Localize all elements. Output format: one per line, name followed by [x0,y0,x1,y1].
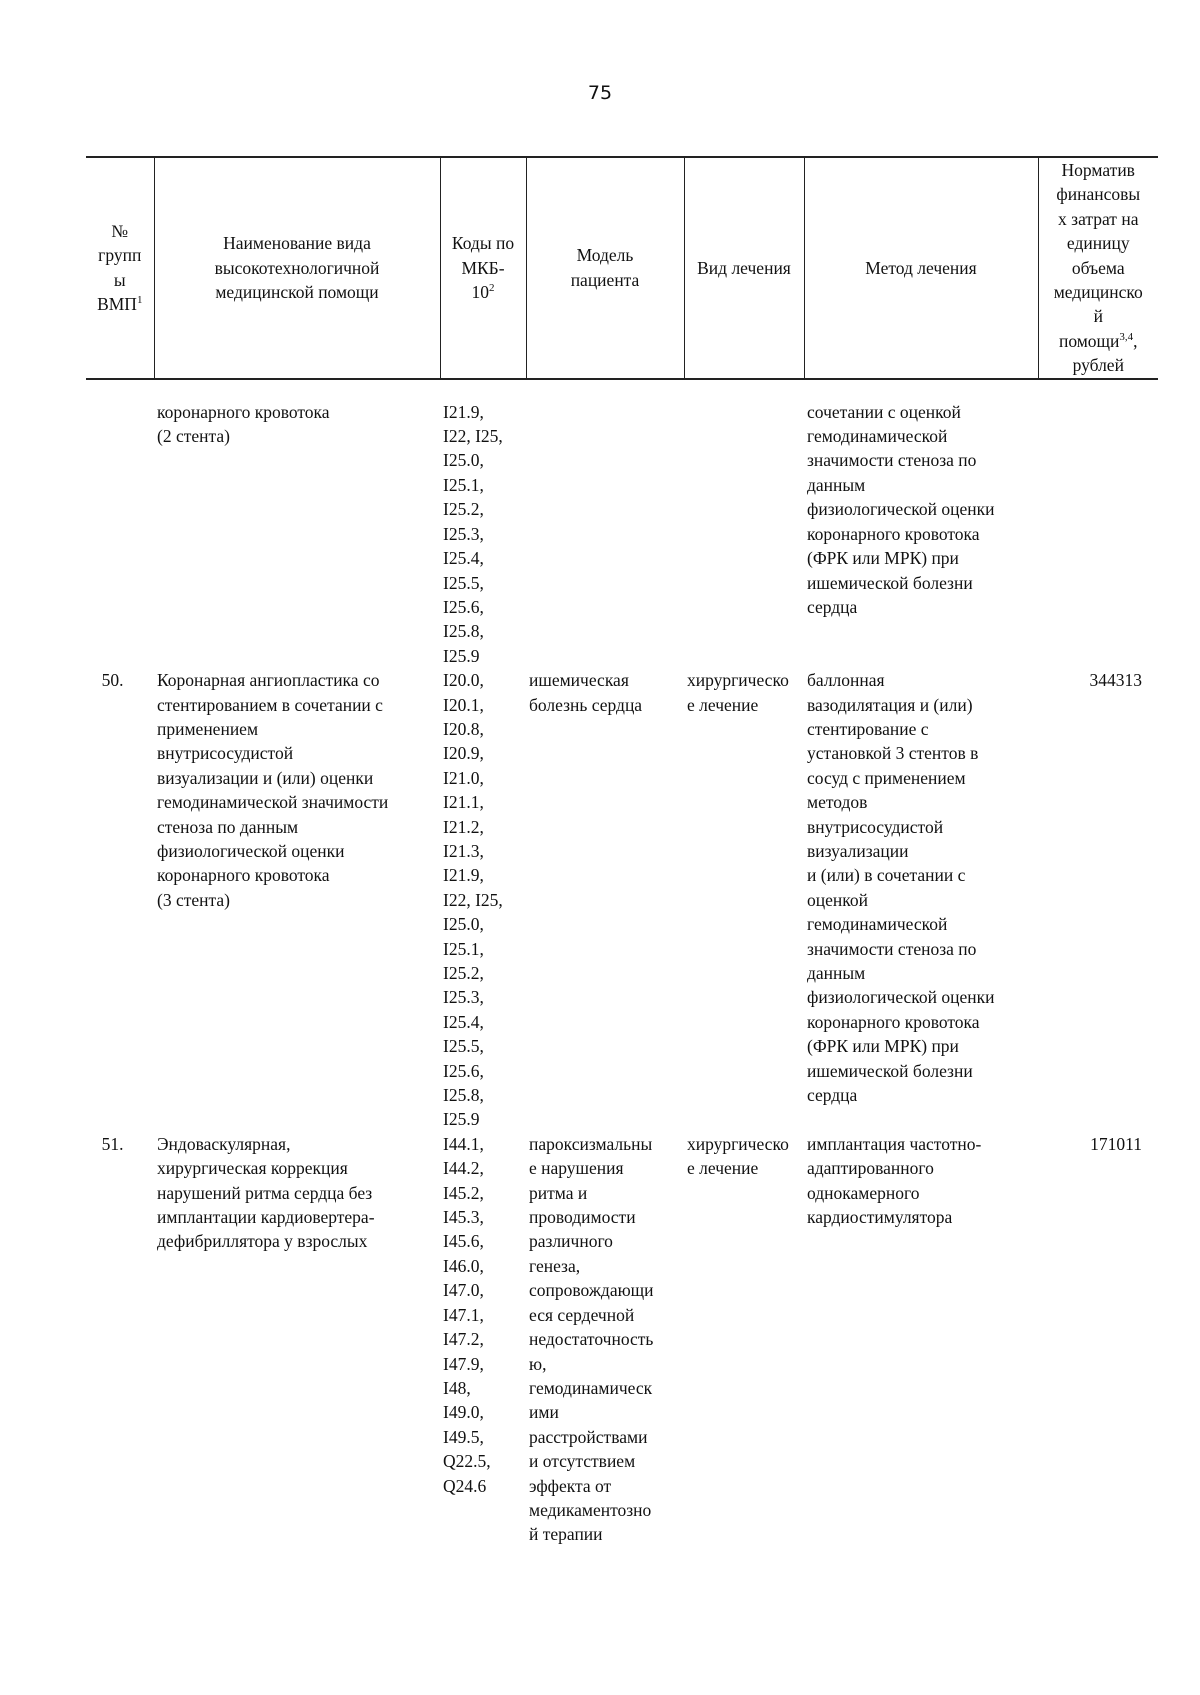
row-treatment-type: хирургическо е лечение [687,670,789,715]
row-treatment-type [684,400,804,668]
row-method: баллонная вазодилятация и (или) стентирование с установкой 3 стентов в сосуд с применением методов внутрисосудистой визуализации и (или) в сочетании с оценкой гемодинамической значимости стеноза по данным физиологической оценки коронарного кровотока (ФРК или МРК) при ишемической болезни сердца [807,670,995,1106]
header-codes: Коды по МКБ- $10^2$ [440,157,526,379]
row-patient-model [526,400,684,668]
row-codes: I20.0, I20.1, I20.8, I20.9, I21.0, I21.1, I21.2, I21.3, I21.9, I22, I25, I25.0, I25.1, I25.2, I25.3, I25.4, I25.5, I25.6, I25.8, I25.9 [443,670,503,1130]
row-cost: 344313 [1089,670,1142,691]
row-codes: I44.1, I44.2, I45.2, I45.3, I45.6, I46.0, I47.0, I47.1, I47.2, I47.9, I48, I49.0, I49.5, Q22.5, Q24.6 [443,1133,491,1496]
row-number: 50. [101,670,124,691]
row-patient-model: ишемическая болезнь сердца [529,670,643,715]
header-name: Наименование вида высокотехнологичной медицинской помощи [154,157,440,379]
row-cost: 171011 [1090,1133,1142,1154]
row-name: коронарного кровотока (2 стента) [157,401,330,447]
row-method: сочетании с оценкой гемодинамической значимости стеноза по данным физиологической оценки коронарного кровотока (ФРК или МРК) при ишемической болезни сердца [807,401,995,617]
row-number [86,400,154,668]
header-cost: Норматив финансовы х затрат на единицу объема медицинско й помощи$^{3,4}$, рублей [1038,157,1158,379]
table-row [86,668,1158,1132]
row-cost [1038,400,1158,668]
table-row [86,400,1158,668]
row-codes: I21.9, I22, I25, I25.0, I25.1, I25.2, I25.3, I25.4, I25.5, I25.6, I25.8, I25.9 [443,401,503,666]
row-treatment-type: хирургическо е лечение [687,1133,789,1179]
header-group-no: № групп ы ВМП$^1$ [86,157,154,379]
table-header [86,157,1158,379]
row-patient-model: пароксизмальны е нарушения ритма и проводимости различного генеза, сопровождающи еся сердечной недостаточность ю, гемодинамическ ими расстройствами и отсутствием эффекта от медикаментозно й терапии [529,1133,654,1545]
row-name: Коронарная ангиопластика со стентированием в сочетании с применением внутрисосудистой визуализации и (или) оценки гемодинамической значимости стеноза по данным физиологической оценки коронарного кровотока (3 стента) [157,670,389,910]
row-name: Эндоваскулярная, хирургическая коррекция нарушений ритма сердца без имплантации кардиовертера- дефибриллятора у взрослых [157,1133,375,1252]
table-row [86,1132,1158,1547]
page-number: 75 [587,82,613,104]
row-method: имплантация частотно- адаптированного однокамерного кардиостимулятора [807,1133,982,1228]
header-patient-model: Модель пациента [526,157,684,379]
header-treatment-type: Вид лечения [684,157,804,379]
header-treatment-method: Метод лечения [804,157,1038,379]
row-number: 51. [101,1133,124,1154]
vmp-table [86,156,1158,1547]
header-spacer [86,379,1158,400]
